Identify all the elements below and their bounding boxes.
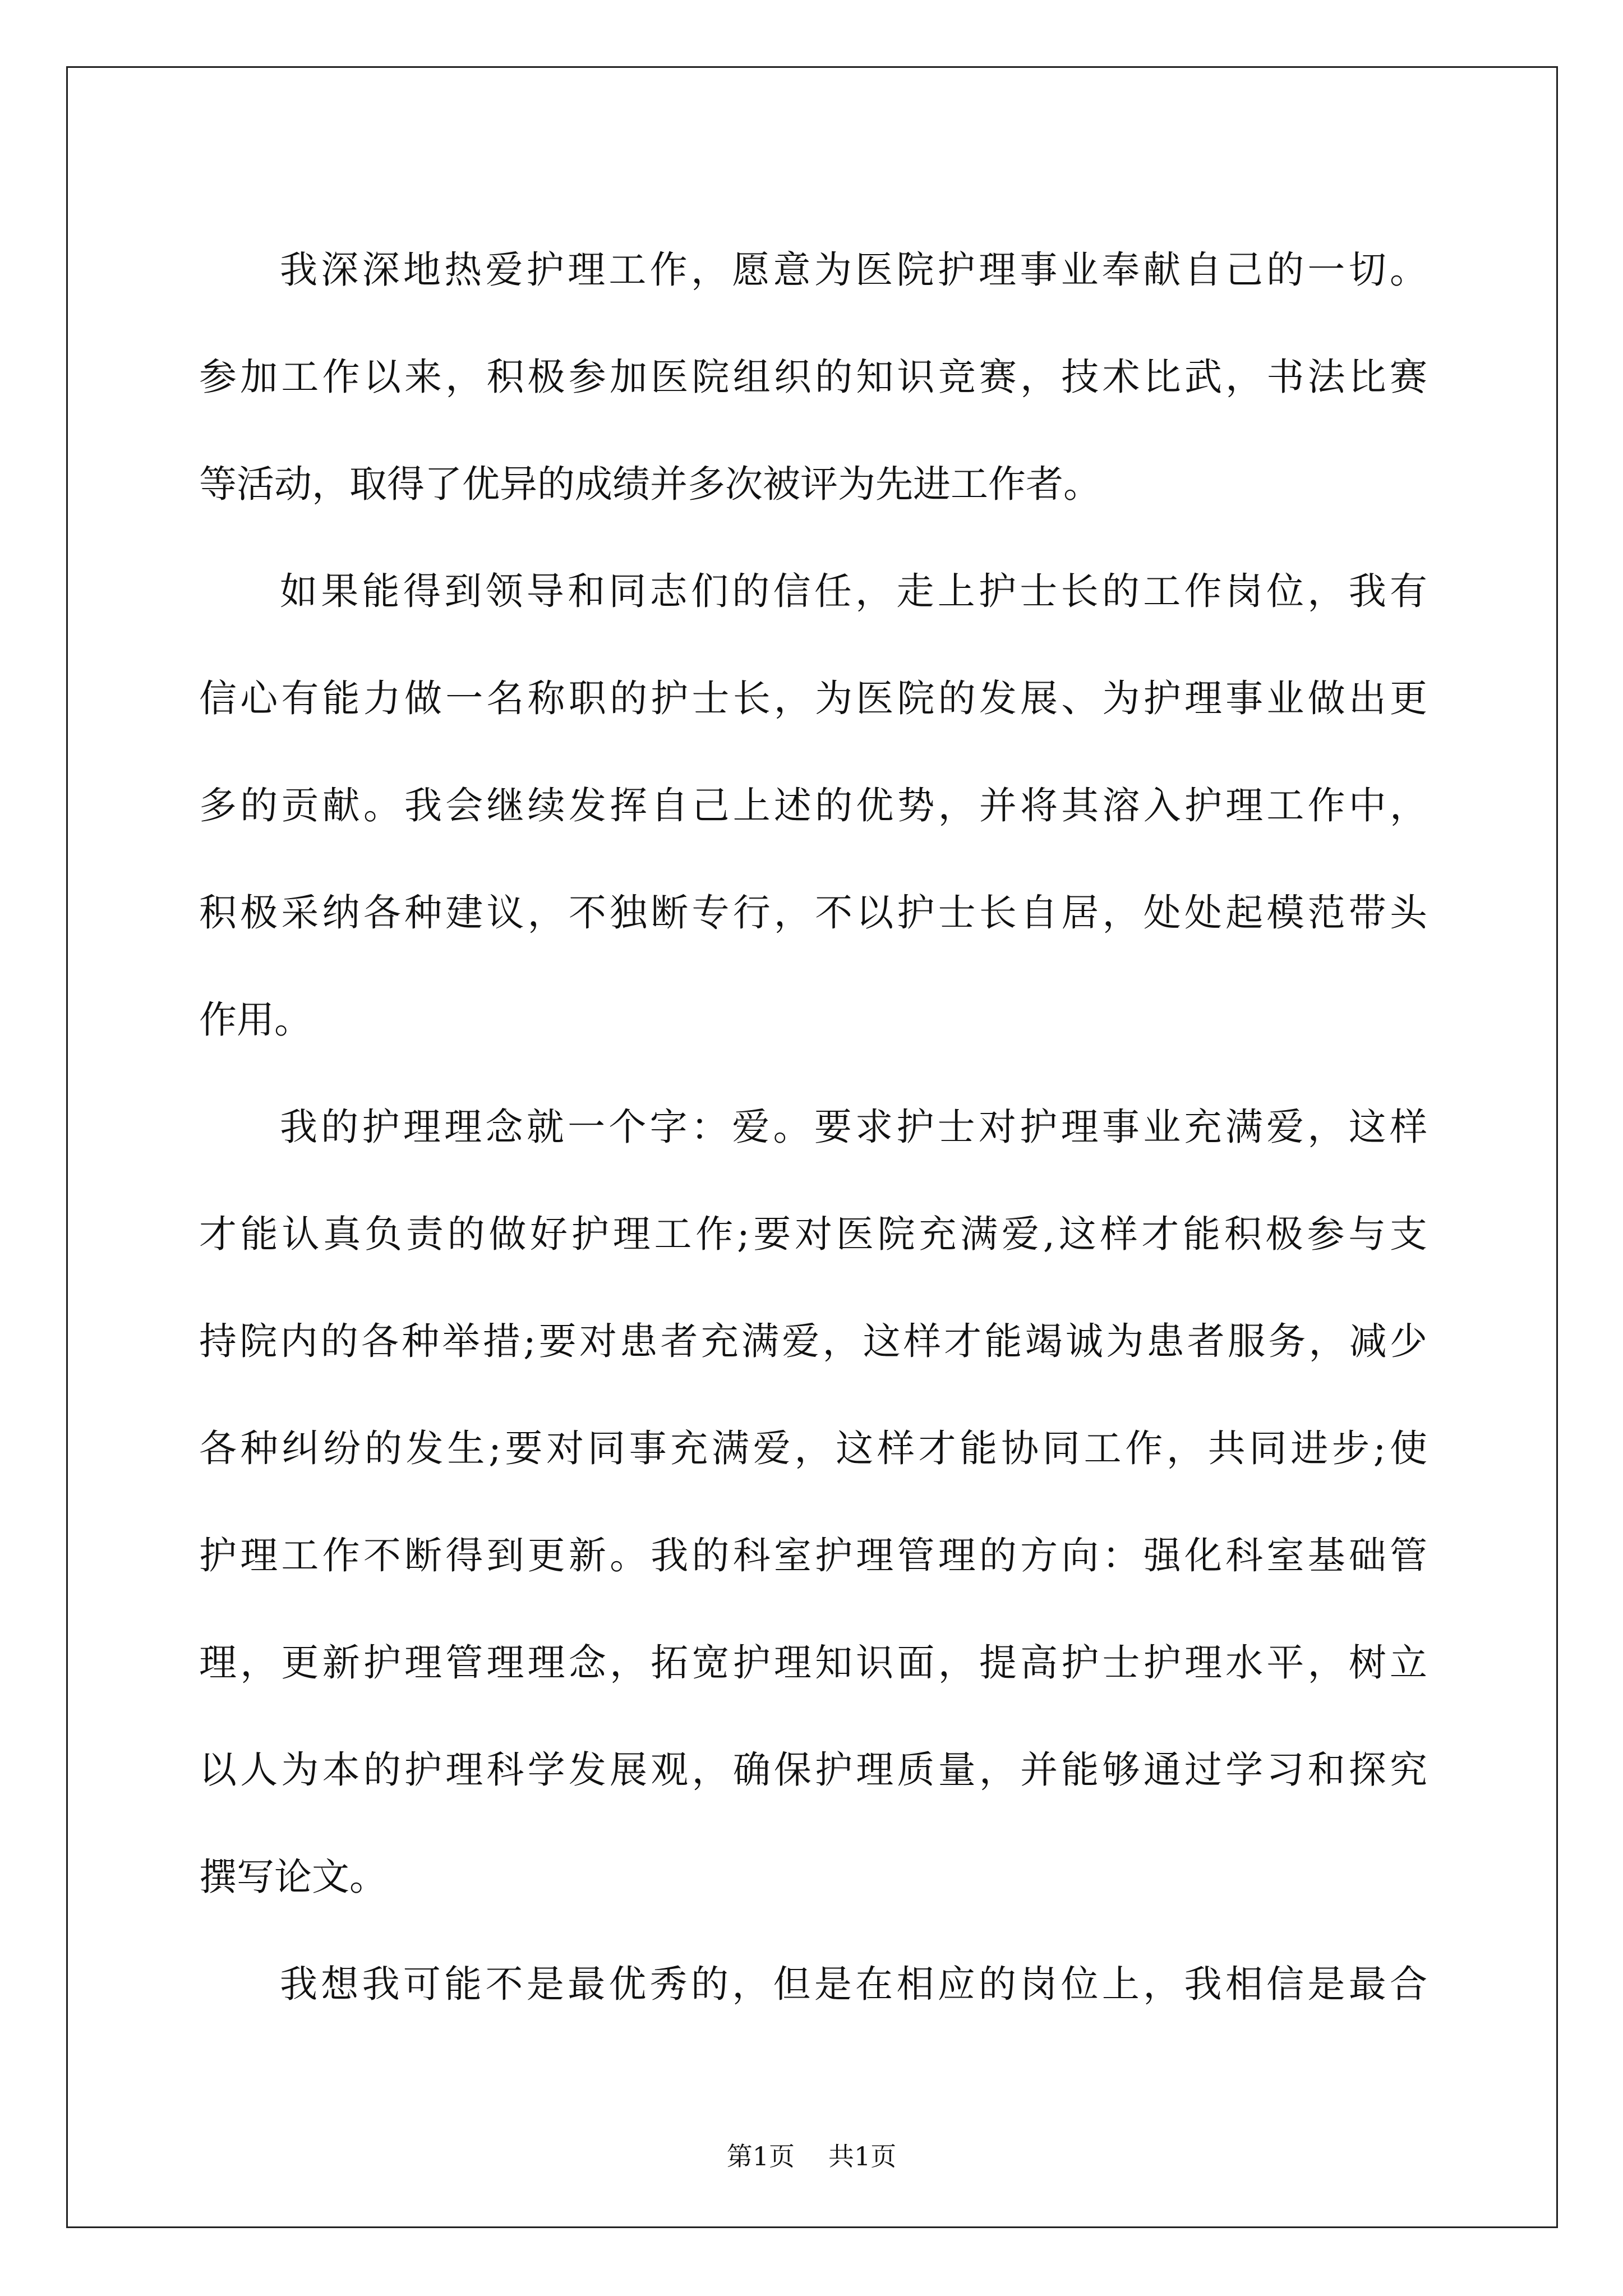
text-line: 理，更新护理管理理念，拓宽护理知识面，提高护士护理水平，树立 [199,1641,1427,1685]
text-line: 才能认真负责的做好护理工作;要对医院充满爱,这样才能积极参与支 [199,1212,1427,1256]
text-line: 等活动，取得了优异的成绩并多次被评为先进工作者。 [199,462,1101,506]
text-line: 护理工作不断得到更新。我的科室护理管理的方向：强化科室基础管 [199,1534,1427,1577]
text-line: 信心有能力做一名称职的护士长，为医院的发展、为护理事业做出更 [199,677,1427,720]
total-pages: 共1页 [828,2141,897,2171]
page-footer [0,2139,1623,2173]
text-line: 参加工作以来，积极参加医院组织的知识竞赛，技术比武，书法比赛 [199,355,1427,399]
text-line: 我深深地热爱护理工作，愿意为医院护理事业奉献自己的一切。 [280,248,1427,292]
text-line: 各种纠纷的发生;要对同事充满爱，这样才能协同工作，共同进步;使 [199,1427,1427,1470]
text-line: 以人为本的护理科学发展观，确保护理质量，并能够通过学习和探究 [199,1748,1427,1792]
text-line: 积极采纳各种建议，不独断专行，不以护士长自居，处处起模范带头 [199,891,1427,935]
text-line: 如果能得到领导和同志们的信任，走上护士长的工作岗位，我有 [280,569,1427,613]
text-line: 我想我可能不是最优秀的，但是在相应的岗位上，我相信是最合 [280,1962,1427,2006]
page-number: 第1页 [726,2141,795,2171]
text-line: 作用。 [199,998,312,1042]
text-line: 持院内的各种举措;要对患者充满爱，这样才能竭诚为患者服务，减少 [199,1319,1427,1363]
text-line: 我的护理理念就一个字：爱。要求护士对护理事业充满爱，这样 [280,1105,1427,1149]
text-line: 多的贡献。我会继续发挥自己上述的优势，并将其溶入护理工作中， [199,784,1427,827]
document-body [199,217,1427,2038]
text-line: 撰写论文。 [199,1855,387,1899]
